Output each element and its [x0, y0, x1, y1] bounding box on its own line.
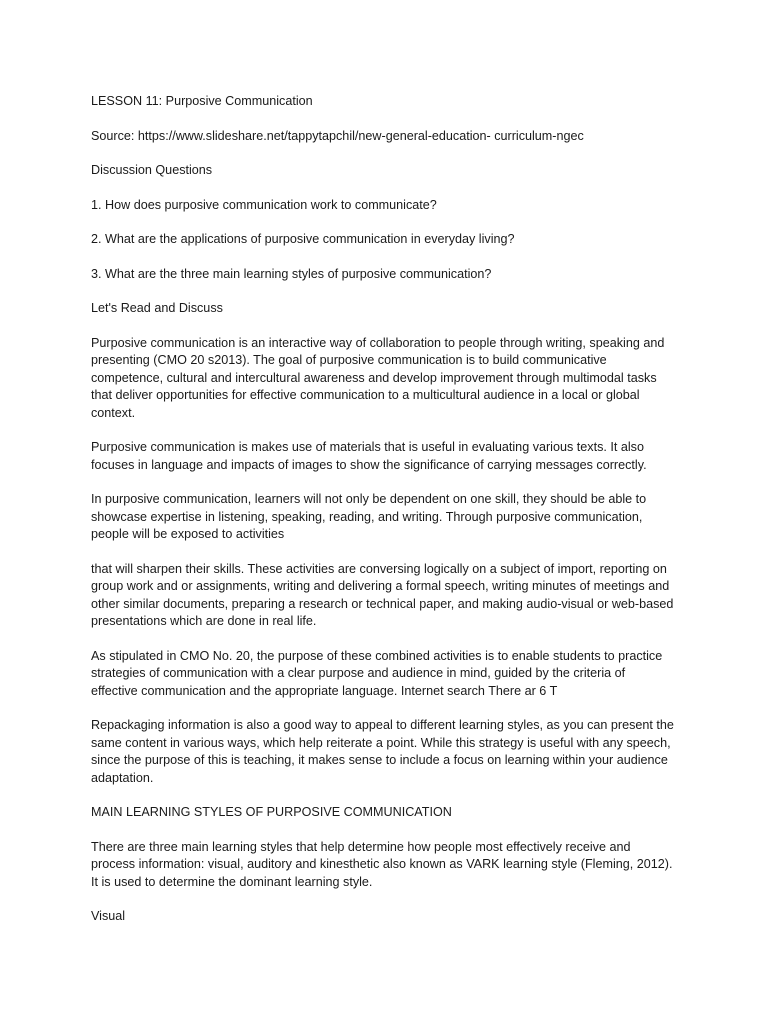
paragraph-line: context. — [91, 405, 136, 420]
question-2: 2. What are the applications of purposive communication in everyday living? — [91, 232, 515, 246]
paragraph-line: showcase expertise in listening, speaking, reading, and writing. Through purposive communication, — [91, 509, 643, 524]
paragraph-line: that deliver opportunities for effective communication to a multicultural audience in a local or global — [91, 388, 640, 402]
paragraph-line: presenting (CMO 20 s2013). The goal of purposive communication is to build communicative — [91, 353, 607, 367]
paragraph-line: group work and or assignments, writing and delivering a formal speech, writing minutes of meetings and — [91, 579, 670, 593]
paragraph-line: As stipulated in CMO No. 20, the purpose of these combined activities is to enable students to practice — [91, 648, 663, 663]
paragraph-line: that will sharpen their skills. These activities are conversing logically on a subject of import, reporting on — [91, 561, 667, 576]
paragraph-line: strategies of communication with a clear purpose and audience in mind, guided by the criteria of — [91, 666, 626, 680]
lesson-title: LESSON 11: Purposive Communication — [91, 94, 313, 108]
question-3: 3. What are the three main learning styles of purposive communication? — [91, 266, 492, 281]
paragraph-line: other similar documents, preparing a research or technical paper, and making audio-visual or web-based — [91, 596, 674, 611]
paragraph-line: There are three main learning styles that help determine how people most effectively receive and — [91, 839, 631, 854]
read-heading: Let's Read and Discuss — [91, 301, 223, 315]
paragraph-1 — [91, 335, 688, 423]
paragraph-line: Purposive communication is makes use of materials that is useful in evaluating various texts. It also — [91, 440, 644, 454]
paragraph-2 — [91, 439, 688, 474]
paragraph-line: Repackaging information is also a good way to appeal to different learning styles, as you can present the — [91, 718, 674, 732]
paragraph-line: Purposive communication is an interactive way of collaboration to people through writing, speaking and — [91, 335, 665, 350]
paragraph-6 — [91, 717, 688, 787]
paragraph-line: effective communication and the appropriate language. Internet search There ar 6 T — [91, 683, 558, 698]
paragraph-line: It is used to determine the dominant learning style. — [91, 874, 373, 889]
discussion-heading: Discussion Questions — [91, 163, 213, 177]
paragraph-5 — [91, 648, 688, 701]
paragraph-line: people will be exposed to activities — [91, 527, 285, 541]
paragraph-line: focuses in language and impacts of images to show the significance of carrying messages correctly. — [91, 457, 647, 472]
paragraph-line: process information: visual, auditory and kinesthetic also known as VARK learning style (Fleming, 2012). — [91, 857, 673, 871]
paragraph-4 — [91, 561, 688, 631]
paragraph-line: same content in various ways, which help reiterate a point. While this strategy is useful with any speech, — [91, 735, 671, 750]
paragraph-line: competence, cultural and intercultural awareness and develop improvement through multimodal tasks — [91, 370, 657, 385]
paragraph-3 — [91, 491, 688, 544]
paragraph-line: In purposive communication, learners will not only be dependent on one skill, they should be able to — [91, 492, 647, 506]
paragraph-line: since the purpose of this is teaching, it makes sense to include a focus on learning within your audience — [91, 753, 668, 767]
styles-paragraph — [91, 839, 688, 892]
visual-heading: Visual — [91, 909, 126, 923]
question-1: 1. How does purposive communication work to communicate? — [91, 197, 437, 212]
paragraph-line: adaptation. — [91, 770, 154, 785]
source-line: Source: https://www.slideshare.net/tappytapchil/new-general-education- curriculum-ngec — [91, 128, 584, 143]
paragraph-line: presentations which are done in real life. — [91, 614, 317, 628]
styles-heading: MAIN LEARNING STYLES OF PURPOSIVE COMMUNICATION — [91, 805, 452, 819]
